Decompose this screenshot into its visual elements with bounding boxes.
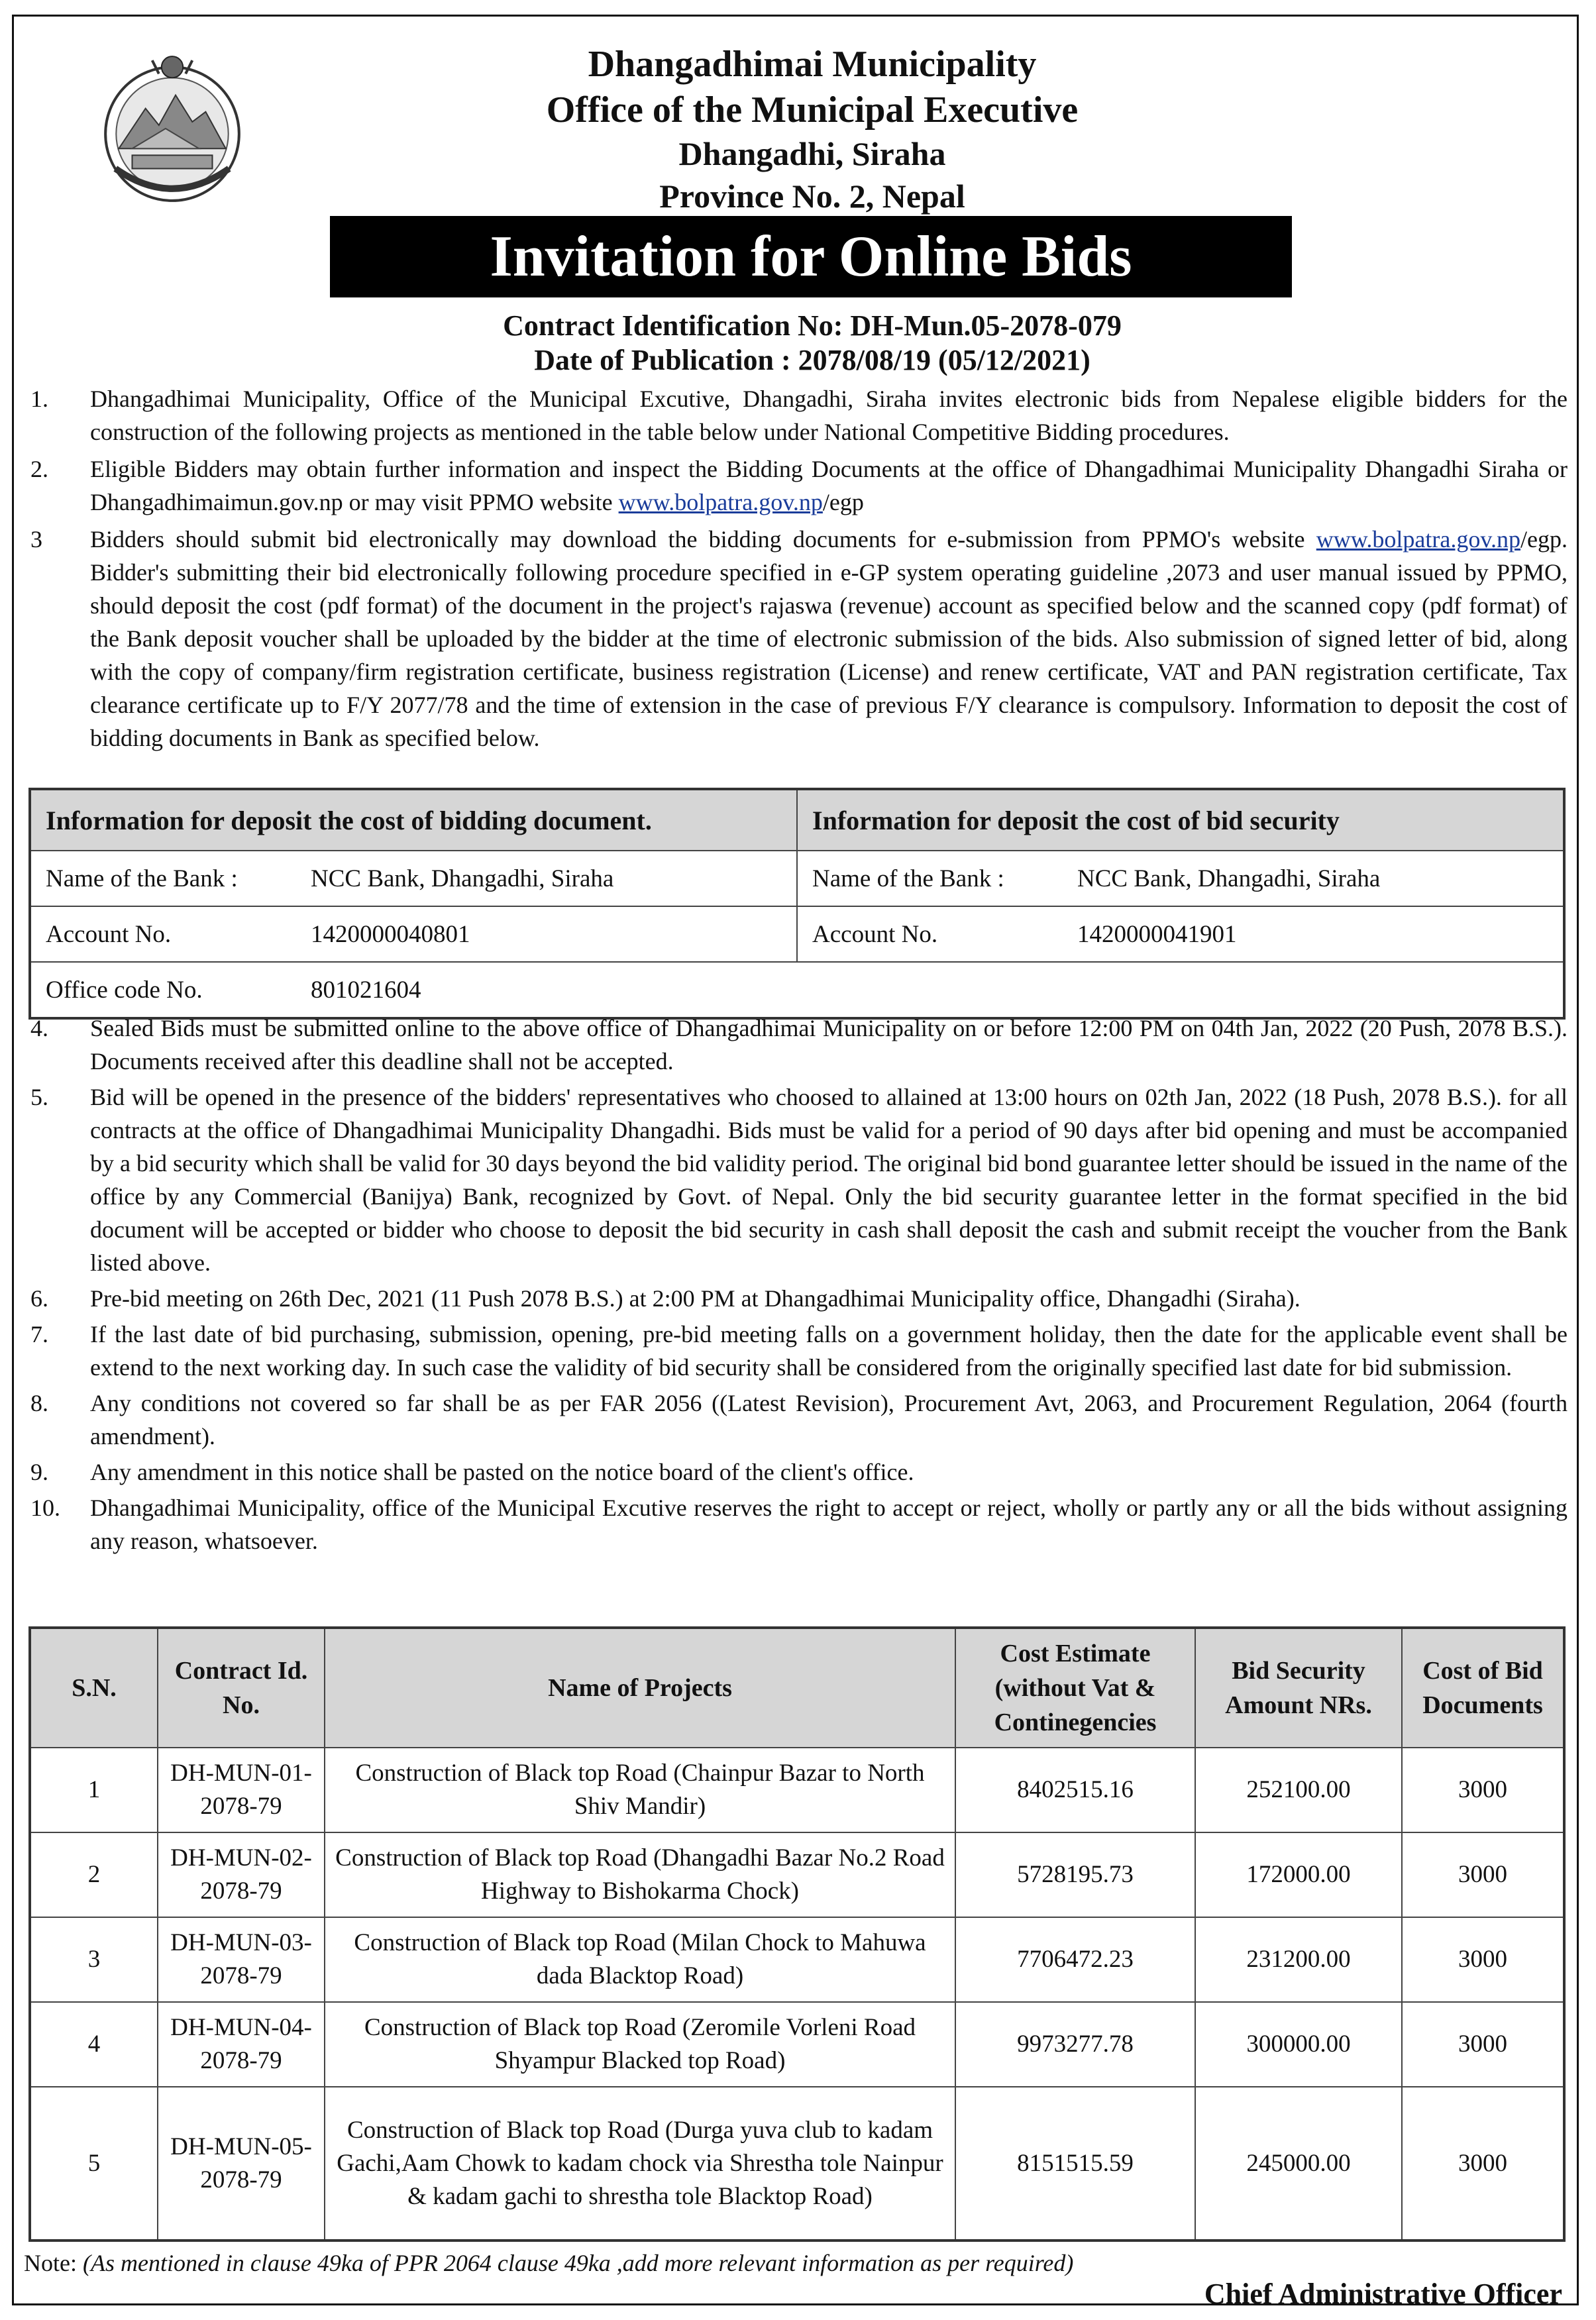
account-value: 1420000040801 <box>311 920 470 948</box>
clause-10 <box>24 1491 1568 1557</box>
title-banner: Invitation for Online Bids <box>330 216 1292 297</box>
clauses-intro <box>24 382 1568 755</box>
clause-text: Any conditions not covered so far shall be as per FAR 2056 ((Latest Revision), Procurement Avt, 2063, and Procurement Regulation, 2064 (fourth amendment). <box>90 1390 1568 1450</box>
municipality-name: Dhangadhimai Municipality <box>588 44 1037 85</box>
clause-number: 3 <box>30 526 42 553</box>
note-label: Note: <box>24 2250 83 2276</box>
row-sn: 4 <box>30 2002 158 2087</box>
signature-title: Chief Administrative Officer <box>1204 2278 1562 2310</box>
row-doc-cost: 3000 <box>1402 2087 1564 2241</box>
row-bid-security: 231200.00 <box>1195 1917 1402 2002</box>
clause-number: 6. <box>30 1285 48 1312</box>
nepal-government-emblem-icon <box>92 48 252 209</box>
clause-number: 5. <box>30 1084 48 1110</box>
row-bid-security: 300000.00 <box>1195 2002 1402 2087</box>
row-contract-id: DH-MUN-02-2078-79 <box>158 1832 325 1917</box>
office-code-row <box>30 962 1564 1018</box>
clause-number: 2. <box>30 456 48 482</box>
row-cost-estimate: 7706472.23 <box>955 1917 1195 2002</box>
account-value: 1420000041901 <box>1077 920 1237 948</box>
province: Province No. 2, Nepal <box>659 178 965 215</box>
clause-number: 1. <box>30 386 48 412</box>
row-project-name: Construction of Black top Road (Milan Chock to Mahuwa dada Blacktop Road) <box>325 1917 955 2002</box>
col-sn: S.N. <box>30 1628 158 1748</box>
bolpatra-link[interactable]: www.bolpatra.gov.np <box>618 489 823 515</box>
row-sn: 1 <box>30 1748 158 1832</box>
table-row <box>30 1748 1564 1832</box>
clause-number: 8. <box>30 1390 48 1416</box>
bolpatra-link[interactable]: www.bolpatra.gov.np <box>1316 526 1521 553</box>
table-row <box>30 2087 1564 2241</box>
account-row <box>30 906 1564 962</box>
clauses-terms <box>24 1012 1568 1557</box>
clause-text: Bidders should submit bid electronically may download the bidding documents for e-submission from PPMO's website <box>90 526 1316 553</box>
clause-text: Dhangadhimai Municipality, Office of the Municipal Excutive, Dhangadhi, Siraha invites electronic bids from Nepalese eligible bidders for the construction of the following projects as mentioned in the table below under National Competitive Bidding procedures. <box>90 386 1568 445</box>
row-bid-security: 172000.00 <box>1195 1832 1402 1917</box>
clause-9 <box>24 1455 1568 1489</box>
note-text: (As mentioned in clause 49ka of PPR 2064 clause 49ka ,add more relevant information as per required) <box>82 2250 1074 2276</box>
row-doc-cost: 3000 <box>1402 2002 1564 2087</box>
bank-info-header <box>30 789 1564 851</box>
bank-info-table <box>28 788 1566 1020</box>
table-row <box>30 1917 1564 2002</box>
row-doc-cost: 3000 <box>1402 1917 1564 2002</box>
col-cost-estimate: Cost Estimate (without Vat & Continegencies <box>955 1628 1195 1748</box>
row-bid-security: 245000.00 <box>1195 2087 1402 2241</box>
row-doc-cost: 3000 <box>1402 1832 1564 1917</box>
footnote <box>24 2249 1073 2277</box>
contract-id: Contract Identification No: DH-Mun.05-2078-079 <box>503 309 1122 342</box>
clause-text: Sealed Bids must be submitted online to the above office of Dhangadhimai Municipality on or before 12:00 PM on 04th Jan, 2022 (20 Push, 2078 B.S.). Documents received after this deadline shall not be accepted. <box>90 1015 1568 1075</box>
projects-header-row <box>30 1628 1564 1748</box>
row-contract-id: DH-MUN-01-2078-79 <box>158 1748 325 1832</box>
bank-name-label: Name of the Bank : <box>812 865 1004 892</box>
clause-3 <box>24 523 1568 755</box>
clause-text-tail: /egp <box>822 489 864 515</box>
projects-table <box>28 1626 1566 2242</box>
row-project-name: Construction of Black top Road (Chainpur Bazar to North Shiv Mandir) <box>325 1748 955 1832</box>
office-code-label: Office code No. <box>46 976 203 1004</box>
row-contract-id: DH-MUN-04-2078-79 <box>158 2002 325 2087</box>
clause-7 <box>24 1318 1568 1384</box>
clause-2 <box>24 452 1568 519</box>
clause-text: Dhangadhimai Municipality, office of the Municipal Excutive reserves the right to accept or reject, wholly or partly any or all the bids without assigning any reason, whatsoever. <box>90 1495 1568 1554</box>
row-project-name: Construction of Black top Road (Zeromile Vorleni Road Shyampur Blacked top Road) <box>325 2002 955 2087</box>
office-name: Office of the Municipal Executive <box>546 89 1079 131</box>
row-cost-estimate: 5728195.73 <box>955 1832 1195 1917</box>
clause-number: 4. <box>30 1015 48 1041</box>
bank-name-row <box>30 851 1564 906</box>
bidding-doc-deposit-title: Information for deposit the cost of bidding document. <box>30 789 797 851</box>
bank-name-value: NCC Bank, Dhangadhi, Siraha <box>311 865 614 892</box>
clause-5 <box>24 1081 1568 1279</box>
notice-page <box>12 15 1579 2310</box>
clause-text: If the last date of bid purchasing, submission, opening, pre-bid meeting falls on a government holiday, then the date for the applicable event shall be extend to the next working day. In such case the validity of bid security shall be considered from the originally specified last date for bid submission. <box>90 1321 1568 1381</box>
col-bid-security: Bid Security Amount NRs. <box>1195 1628 1402 1748</box>
account-label: Account No. <box>812 920 938 948</box>
row-bid-security: 252100.00 <box>1195 1748 1402 1832</box>
row-cost-estimate: 8402515.16 <box>955 1748 1195 1832</box>
clause-1 <box>24 382 1568 448</box>
col-project-name: Name of Projects <box>325 1628 955 1748</box>
clause-text: Pre-bid meeting on 26th Dec, 2021 (11 Push 2078 B.S.) at 2:00 PM at Dhangadhimai Municipality office, Dhangadhi (Siraha). <box>90 1285 1301 1312</box>
clause-4 <box>24 1012 1568 1078</box>
row-project-name: Construction of Black top Road (Durga yuva club to kadam Gachi,Aam Chowk to kadam chock via Shrestha tole Nainpur & kadam gachi to shrestha tole Blacktop Road) <box>325 2087 955 2241</box>
clause-text: Eligible Bidders may obtain further information and inspect the Bidding Documents at the office of Dhangadhimai Municipality Dhangadhi Siraha or Dhangadhimaimun.gov.np or may visit PPMO website <box>90 456 1568 515</box>
bank-name-label: Name of the Bank : <box>46 865 238 892</box>
table-row <box>30 1832 1564 1917</box>
col-doc-cost: Cost of Bid Documents <box>1402 1628 1564 1748</box>
row-doc-cost: 3000 <box>1402 1748 1564 1832</box>
clause-text: Bid will be opened in the presence of the bidders' representatives who choosed to allained at 13:00 hours on 02th Jan, 2022 (18 Push, 2078 B.S.). for all contracts at the office of Dhangadhimai Municipality Dhangadhi. Bids must be valid for a period of 90 days after bid opening and must be accompanied by a bid security which shall be valid for 30 days beyond the bid validity period. The original bid bond guarantee letter should be issued in the name of the office by any Commercial (Banijya) Bank, recognized by Govt. of Nepal. Only the bid security guarantee letter in the format specified in the bid document will be accepted or bidder who choose to deposit the bid security in cash shall deposit the cash and submit receipt the voucher from the Bank listed above. <box>90 1084 1568 1276</box>
table-row <box>30 2002 1564 2087</box>
clause-number: 9. <box>30 1459 48 1485</box>
publication-date: Date of Publication : 2078/08/19 (05/12/2021) <box>534 344 1091 376</box>
col-contract-id: Contract Id. No. <box>158 1628 325 1748</box>
bid-security-deposit-title: Information for deposit the cost of bid security <box>797 789 1564 851</box>
row-sn: 2 <box>30 1832 158 1917</box>
clause-6 <box>24 1282 1568 1315</box>
clause-text-tail: /egp. Bidder's submitting their bid electronically following procedure specified in e-GP system operating guideline ,2073 and user manual issued by PPMO, should deposit the cost (pdf format) of the document in the project's rajaswa (revenue) account as specified below and the scanned copy (pdf format) of the Bank deposit voucher shall be uploaded by the bidder at the time of electronic submission of the bids. Also submission of signed letter of bid, along with the copy of company/firm registration certificate, business registration (License) and renew certificate, VAT and PAN registration certificate, Tax clearance certificate up to F/Y 2077/78 and the time of extension in the case of previous F/Y clearance is compulsory. Information to deposit the cost of bidding documents in Bank as specified below. <box>90 526 1568 751</box>
clause-text: Any amendment in this notice shall be pasted on the notice board of the client's office. <box>90 1459 914 1485</box>
clause-number: 10. <box>30 1495 60 1521</box>
row-sn: 5 <box>30 2087 158 2241</box>
clause-number: 7. <box>30 1321 48 1347</box>
row-contract-id: DH-MUN-05-2078-79 <box>158 2087 325 2241</box>
clause-8 <box>24 1387 1568 1453</box>
office-code-value: 801021604 <box>311 976 421 1004</box>
row-cost-estimate: 8151515.59 <box>955 2087 1195 2241</box>
account-label: Account No. <box>46 920 172 948</box>
row-project-name: Construction of Black top Road (Dhangadhi Bazar No.2 Road Highway to Bishokarma Chock) <box>325 1832 955 1917</box>
row-sn: 3 <box>30 1917 158 2002</box>
row-contract-id: DH-MUN-03-2078-79 <box>158 1917 325 2002</box>
bank-name-value: NCC Bank, Dhangadhi, Siraha <box>1077 865 1381 892</box>
office-location: Dhangadhi, Siraha <box>678 135 946 172</box>
row-cost-estimate: 9973277.78 <box>955 2002 1195 2087</box>
